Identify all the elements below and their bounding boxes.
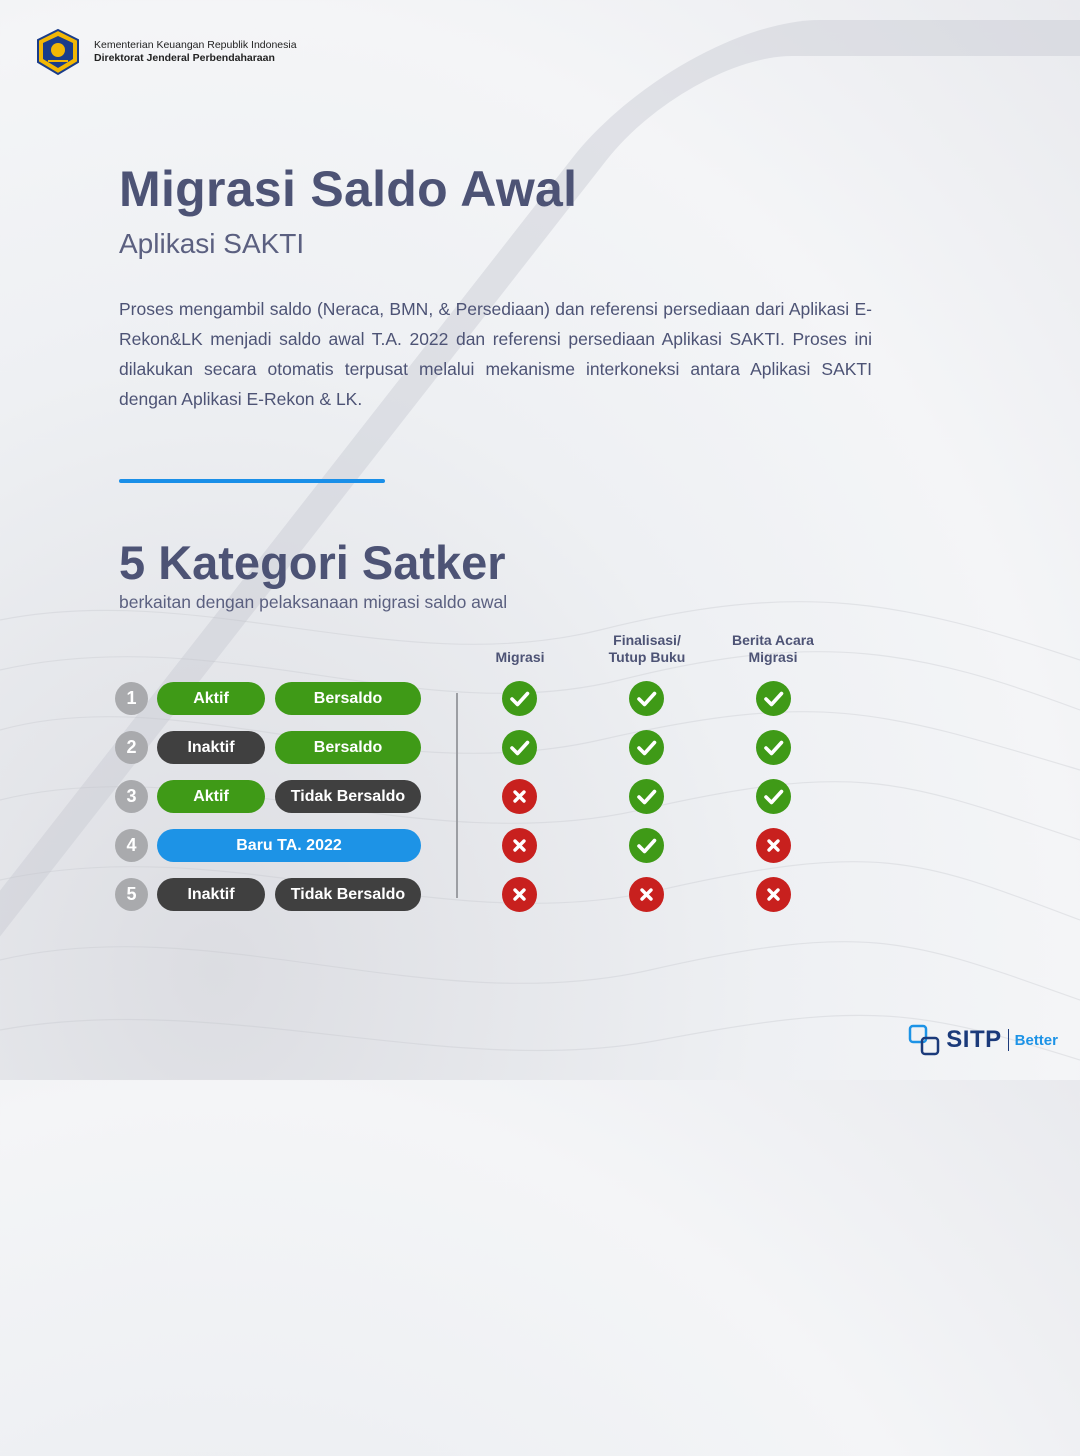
- column-header-finalisasi-line2: Tutup Buku: [608, 649, 686, 665]
- column-header-migrasi: [455, 649, 585, 666]
- cross-icon: [502, 877, 537, 912]
- row-number: 2: [115, 731, 148, 764]
- org-text: [94, 39, 297, 65]
- cross-icon: [756, 877, 791, 912]
- cross-icon: [502, 828, 537, 863]
- cross-icon: [629, 877, 664, 912]
- column-header-finalisasi: [582, 632, 712, 666]
- cross-icon: [756, 828, 791, 863]
- category-row-3: [0, 779, 1080, 815]
- check-icon: [629, 730, 664, 765]
- section-divider: [119, 479, 385, 483]
- brand-tagline: Better: [1014, 1031, 1058, 1049]
- brand-separator: [1008, 1029, 1009, 1051]
- sitp-brand: [908, 1024, 1058, 1056]
- brand-name: SITP: [946, 1026, 1002, 1053]
- status-pill-baru: Baru TA. 2022: [157, 829, 421, 862]
- column-header-berita-acara: [708, 632, 838, 666]
- status-pill-bersaldo: Bersaldo: [275, 731, 421, 764]
- status-pill-tidak-bersaldo: Tidak Bersaldo: [275, 780, 421, 813]
- check-icon: [629, 828, 664, 863]
- column-header-berita-line1: Berita Acara: [732, 632, 814, 648]
- category-row-2: [0, 730, 1080, 766]
- cross-icon: [502, 779, 537, 814]
- row-number: 1: [115, 682, 148, 715]
- kemenkeu-logo-icon: [34, 28, 82, 76]
- status-pill-aktif: Aktif: [157, 682, 265, 715]
- category-row-5: [0, 877, 1080, 913]
- check-icon: [629, 779, 664, 814]
- column-header-migrasi-label: Migrasi: [495, 649, 545, 665]
- org-ministry: Kementerian Keuangan Republik Indonesia: [94, 39, 297, 51]
- status-pill-aktif: Aktif: [157, 780, 265, 813]
- description-paragraph: Proses mengambil saldo (Neraca, BMN, & Persediaan) dan referensi persediaan dari Aplikasi E-Rekon&LK menjadi saldo awal T.A. 2022 dan referensi persediaan Aplikasi SAKTI. Proses ini dilakukan secara otomatis terpusat melalui mekanisme interkoneksi antara Aplikasi SAKTI dengan Aplikasi E-Rekon & LK.: [119, 299, 872, 409]
- check-icon: [502, 681, 537, 716]
- header: [34, 28, 297, 76]
- org-directorate: Direktorat Jenderal Perbendaharaan: [94, 52, 275, 64]
- status-pill-inaktif: Inaktif: [157, 731, 265, 764]
- row-number: 3: [115, 780, 148, 813]
- section-subtitle: berkaitan dengan pelaksanaan migrasi saldo awal: [119, 592, 508, 612]
- check-icon: [756, 779, 791, 814]
- row-number: 4: [115, 829, 148, 862]
- check-icon: [756, 730, 791, 765]
- category-row-1: [0, 681, 1080, 717]
- check-icon: [502, 730, 537, 765]
- category-row-4: [0, 828, 1080, 864]
- column-header-berita-line2: Migrasi: [748, 649, 798, 665]
- background-wave-pattern: [0, 560, 1080, 1080]
- check-icon: [756, 681, 791, 716]
- status-pill-inaktif: Inaktif: [157, 878, 265, 911]
- page-subtitle: Aplikasi SAKTI: [119, 228, 305, 259]
- check-icon: [629, 681, 664, 716]
- sitp-logo-icon: [908, 1024, 940, 1056]
- status-pill-tidak-bersaldo: Tidak Bersaldo: [275, 878, 421, 911]
- status-pill-bersaldo: Bersaldo: [275, 682, 421, 715]
- row-number: 5: [115, 878, 148, 911]
- page-title: Migrasi Saldo Awal: [119, 161, 578, 217]
- column-header-finalisasi-line1: Finalisasi/: [613, 632, 681, 648]
- section-title: 5 Kategori Satker: [119, 536, 506, 589]
